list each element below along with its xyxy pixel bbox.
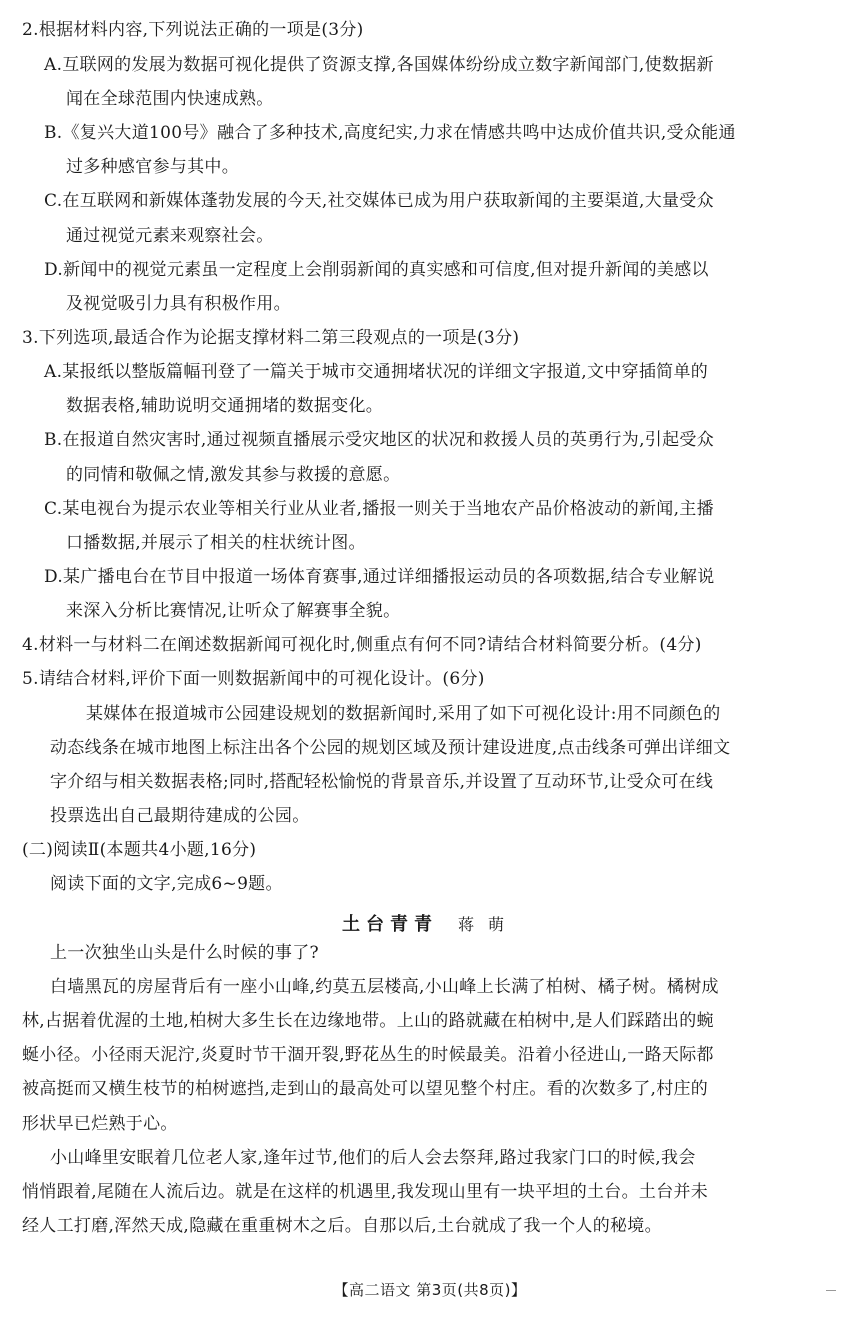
article-p2-line2: 林,占据着优渥的土地,柏树大多生长在边缘地带。上山的路就藏在柏树中,是人们踩踏出的蜿 [22, 1011, 714, 1031]
q2-option-c-line1: C.在互联网和新媒体蓬勃发展的今天,社交媒体已成为用户获取新闻的主要渠道,大量受众 [44, 191, 714, 211]
page-footer: 【高二语文 第3页(共8页)】 [333, 1281, 527, 1299]
article-title-row [0, 910, 860, 936]
q2-option-b-line1: B.《复兴大道100号》融合了多种技术,高度纪实,力求在情感共鸣中达成价值共识,受众能通 [44, 123, 736, 143]
corner-mark [826, 1290, 836, 1291]
q2-option-a-line2: 闻在全球范围内快速成熟。 [66, 89, 274, 109]
q5-material-line2: 动态线条在城市地图上标注出各个公园的规划区域及预计建设进度,点击线条可弹出详细文 [50, 738, 731, 758]
article-p2-line5: 形状早已烂熟于心。 [22, 1114, 178, 1134]
q2-stem: 2.根据材料内容,下列说法正确的一项是(3分) [22, 20, 364, 40]
article-title: 土台青青 [341, 914, 438, 935]
q3-stem: 3.下列选项,最适合作为论据支撑材料二第三段观点的一项是(3分) [22, 328, 520, 348]
section-instruction: 阅读下面的文字,完成6~9题。 [50, 874, 283, 894]
article-author: 蒋萌 [457, 915, 518, 934]
q2-option-d-line2: 及视觉吸引力具有积极作用。 [66, 294, 291, 314]
q5-material-line4: 投票选出自己最期待建成的公园。 [50, 806, 310, 826]
q4-stem: 4.材料一与材料二在阐述数据新闻可视化时,侧重点有何不同?请结合材料简要分析。(4分) [22, 635, 702, 655]
q5-stem: 5.请结合材料,评价下面一则数据新闻中的可视化设计。(6分) [22, 669, 485, 689]
q3-option-b-line2: 的同情和敬佩之情,激发其参与救援的意愿。 [66, 465, 401, 485]
article-p1: 上一次独坐山头是什么时候的事了? [50, 943, 319, 963]
q3-option-d-line1: D.某广播电台在节目中报道一场体育赛事,通过详细播报运动员的各项数据,结合专业解说 [44, 567, 715, 587]
article-p2-line4: 被高挺而又横生枝节的柏树遮挡,走到山的最高处可以望见整个村庄。看的次数多了,村庄的 [22, 1079, 709, 1099]
section-heading: (二)阅读Ⅱ(本题共4小题,16分) [22, 840, 257, 860]
article-p3-line1: 小山峰里安眠着几位老人家,逢年过节,他们的后人会去祭拜,路过我家门口的时候,我会 [50, 1148, 696, 1168]
q3-option-a-line2: 数据表格,辅助说明交通拥堵的数据变化。 [66, 396, 384, 416]
q2-option-b-line2: 过多种感官参与其中。 [66, 157, 239, 177]
q3-option-b-line1: B.在报道自然灾害时,通过视频直播展示受灾地区的状况和救援人员的英勇行为,引起受众 [44, 430, 715, 450]
q3-option-c-line1: C.某电视台为提示农业等相关行业从业者,播报一则关于当地农产品价格波动的新闻,主播 [44, 499, 714, 519]
q5-material-line3: 字介绍与相关数据表格;同时,搭配轻松愉悦的背景音乐,并设置了互动环节,让受众可在线 [50, 772, 714, 792]
article-p3-line3: 经人工打磨,浑然天成,隐藏在重重树木之后。自那以后,土台就成了我一个人的秘境。 [22, 1216, 662, 1236]
q5-material-line1: 某媒体在报道城市公园建设规划的数据新闻时,采用了如下可视化设计:用不同颜色的 [86, 704, 721, 724]
q3-option-a-line1: A.某报纸以整版篇幅刊登了一篇关于城市交通拥堵状况的详细文字报道,文中穿插简单的 [44, 362, 709, 382]
q2-option-a-line1: A.互联网的发展为数据可视化提供了资源支撑,各国媒体纷纷成立数字新闻部门,使数据新 [44, 55, 714, 75]
article-p3-line2: 悄悄跟着,尾随在人流后边。就是在这样的机遇里,我发现山里有一块平坦的土台。土台并未 [22, 1182, 709, 1202]
q3-option-c-line2: 口播数据,并展示了相关的柱状统计图。 [66, 533, 366, 553]
article-p2-line3: 蜒小径。小径雨天泥泞,炎夏时节干涸开裂,野花丛生的时候最美。沿着小径进山,一路天际都 [22, 1045, 714, 1065]
q2-option-d-line1: D.新闻中的视觉元素虽一定程度上会削弱新闻的真实感和可信度,但对提升新闻的美感以 [44, 260, 709, 280]
q2-option-c-line2: 通过视觉元素来观察社会。 [66, 226, 274, 246]
article-p2-line1: 白墙黑瓦的房屋背后有一座小山峰,约莫五层楼高,小山峰上长满了柏树、橘子树。橘树成 [50, 977, 719, 997]
q3-option-d-line2: 来深入分析比赛情况,让听众了解赛事全貌。 [66, 601, 401, 621]
